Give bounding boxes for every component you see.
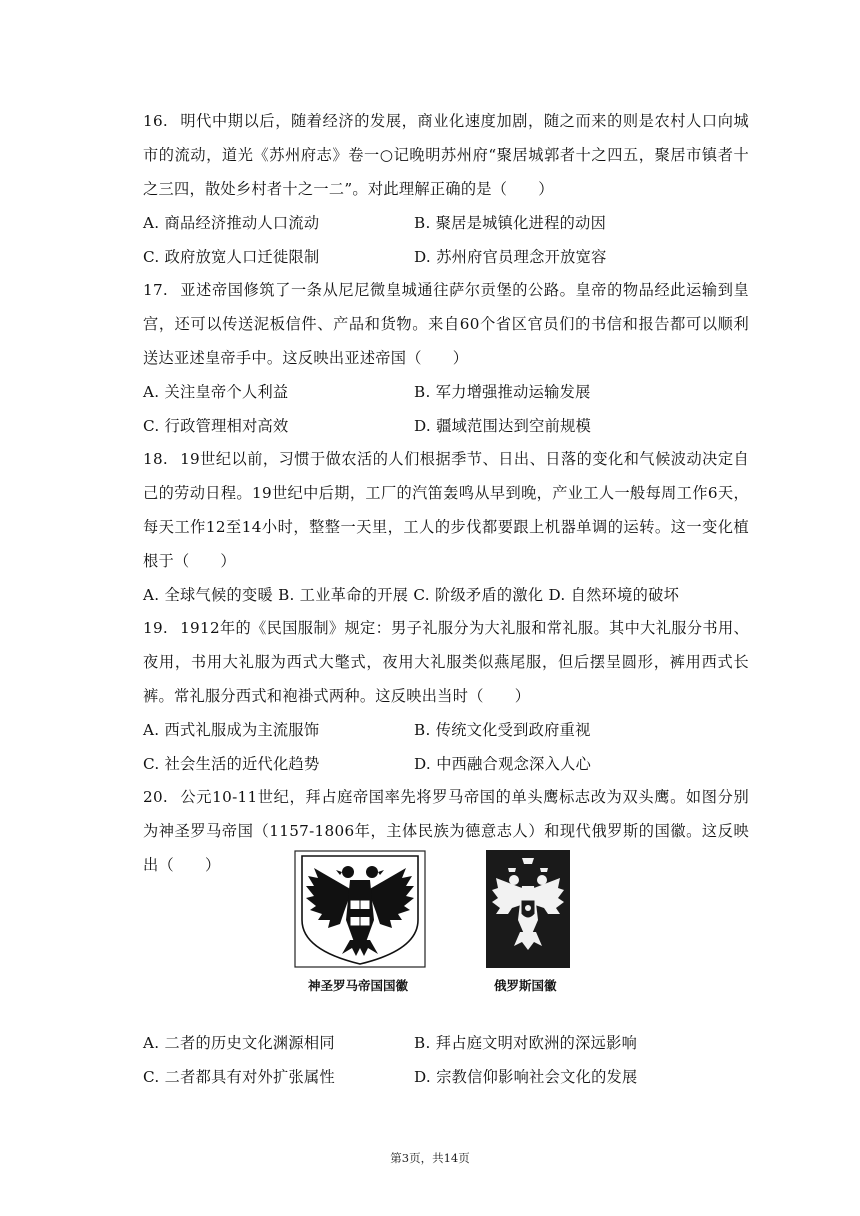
figure-area [0,850,860,1000]
option-c[interactable]: C. 行政管理相对高效 [143,417,289,435]
option-b[interactable]: B. 军力增强推动运输发展 [414,383,591,401]
question-number: 19. [143,619,169,637]
options-row [143,1026,749,1060]
option-b[interactable]: B. 聚居是城镇化进程的动因 [414,214,607,232]
option-c[interactable]: C. 社会生活的近代化趋势 [143,755,320,773]
option-a[interactable]: A. 二者的历史文化渊源相同 [143,1034,335,1052]
options-row [143,206,749,240]
option-c[interactable]: C. 政府放宽人口迁徙限制 [143,248,320,266]
question-stem: 18. 19世纪以前，习惯于做农活的人们根据季节、日出、日落的变化和气候波动决定自己的劳动日程。19世纪中后期，工厂的汽笛轰鸣从早到晚，产业工人一般每周工作6天，每天工作12至14小时，整整一天里，工人的步伐都要跟上机器单调的运转。这一变化植根于（ ） [143,450,749,570]
option-c[interactable]: C. 二者都具有对外扩张属性 [143,1068,335,1086]
option-b[interactable]: B. 传统文化受到政府重视 [414,721,591,739]
option-a[interactable]: A. 关注皇帝个人利益 [143,383,289,401]
question-stem: 19. 1912年的《民国服制》规定：男子礼服分为大礼服和常礼服。其中大礼服分书用、夜用，书用大礼服为西式大氅式，夜用大礼服类似燕尾服，但后摆呈圆形，裤用西式长裤。常礼服分西式和袍褂式两种。这反映出当时（ ） [143,619,749,705]
option-a[interactable]: A. 西式礼服成为主流服饰 [143,721,320,739]
options-line[interactable]: A. 全球气候的变暖 B. 工业革命的开展 C. 阶级矛盾的激化 D. 自然环境的破坏 [143,586,680,604]
question-18 [143,442,749,612]
options-row [143,375,749,409]
option-d[interactable]: D. 中西融合观念深入人心 [414,755,592,773]
question-20-options [143,1026,749,1094]
option-d[interactable]: D. 宗教信仰影响社会文化的发展 [414,1068,638,1086]
option-b[interactable]: B. 拜占庭文明对欧洲的深远影响 [414,1034,638,1052]
options-row [143,1060,749,1094]
options-row [143,409,749,443]
option-d[interactable]: D. 苏州府官员理念开放宽容 [414,248,607,266]
figure-caption-hre: 神圣罗马帝国国徽 [308,978,409,993]
question-16 [143,104,749,274]
holy-roman-empire-eagle-emblem-icon [294,850,426,972]
question-stem: 20. 公元10-11世纪，拜占庭帝国率先将罗马帝国的单头鹰标志改为双头鹰。如图分别为神圣罗马帝国（1157-1806年，主体民族为德意志人）和现代俄罗斯的国徽。这反映出（ ） [143,788,749,874]
question-stem: 17. 亚述帝国修筑了一条从尼尼微皇城通往萨尔贡堡的公路。皇帝的物品经此运输到皇宫，还可以传送泥板信件、产品和货物。来自60个省区官员们的书信和报告都可以顺利送达亚述皇帝手中。这反映出亚述帝国（ ） [143,281,749,367]
page-number-footer: 第3页，共14页 [390,1151,470,1165]
question-19 [143,611,749,781]
question-number: 17. [143,281,169,299]
option-d[interactable]: D. 疆域范围达到空前规模 [414,417,592,435]
question-number: 18. [143,450,169,468]
russia-double-headed-eagle-emblem-icon [486,850,570,972]
figure-caption-russia: 俄罗斯国徽 [494,978,557,993]
option-a[interactable]: A. 商品经济推动人口流动 [143,214,320,232]
options-row [143,240,749,274]
options-row [143,713,749,747]
question-number: 16. [143,112,169,130]
options-row [143,747,749,781]
question-number: 20. [143,788,169,806]
question-17 [143,273,749,443]
question-stem: 16. 明代中期以后，随着经济的发展，商业化速度加剧，随之而来的则是农村人口向城市的流动，道光《苏州府志》卷一○记晚明苏州府“聚居城郭者十之四五，聚居市镇者十之三四，散处乡村者十之一二”。对此理解正确的是（ ） [143,112,749,198]
